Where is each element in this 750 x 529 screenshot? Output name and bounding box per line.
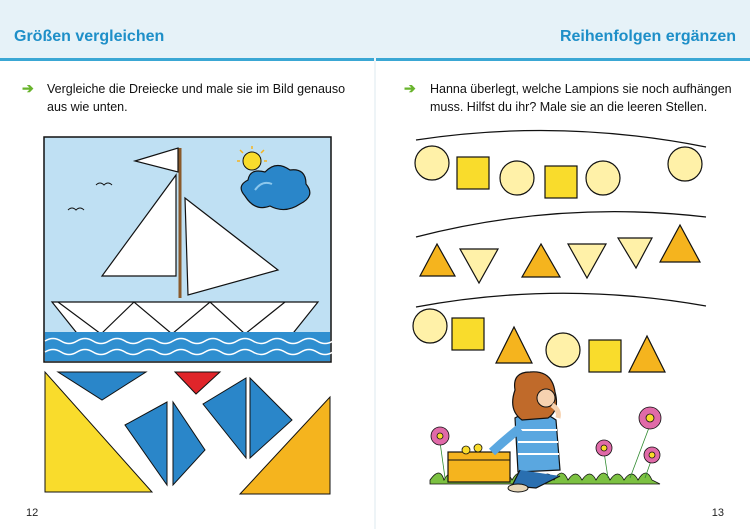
lantern-triangle xyxy=(618,238,652,268)
left-instruction-line1: Vergleiche die Dreiecke und male sie im Bild genauso xyxy=(47,82,346,96)
page-number-left: 12 xyxy=(26,507,39,519)
lantern-square xyxy=(545,166,577,198)
lantern-triangle xyxy=(460,249,498,283)
lantern-triangle xyxy=(568,244,606,278)
page-number-right: 13 xyxy=(711,507,724,519)
right-section-title: Reihenfolgen ergänzen xyxy=(559,28,736,45)
girl-illustration xyxy=(430,372,661,492)
right-instruction-line2: muss. Hilfst du ihr? Male sie an die leeren Stellen. xyxy=(430,100,708,114)
left-instruction-line2: aus wie unten. xyxy=(47,100,128,114)
arrow-right-icon: ➔ xyxy=(22,80,34,96)
lantern-square xyxy=(457,157,489,189)
right-instruction-line1: Hanna überlegt, welche Lampions sie noch aufhängen xyxy=(430,82,732,96)
lantern-triangle xyxy=(629,336,665,372)
lantern-garlands xyxy=(413,131,706,372)
triangle-pieces xyxy=(45,372,330,494)
lantern-triangle xyxy=(496,327,532,363)
lantern-triangle xyxy=(522,244,560,277)
lantern-circle xyxy=(413,309,447,343)
lantern-square xyxy=(452,318,484,350)
lantern-circle xyxy=(500,161,534,195)
lantern-circle xyxy=(415,146,449,180)
lantern-circle xyxy=(586,161,620,195)
lantern-circle xyxy=(668,147,702,181)
lantern-triangle xyxy=(420,244,455,276)
lantern-triangle xyxy=(660,225,700,262)
left-section-title: Größen vergleichen xyxy=(14,28,165,45)
lantern-circle xyxy=(546,333,580,367)
arrow-right-icon: ➔ xyxy=(404,80,416,96)
sailboat-picture xyxy=(44,137,333,362)
lantern-square xyxy=(589,340,621,372)
